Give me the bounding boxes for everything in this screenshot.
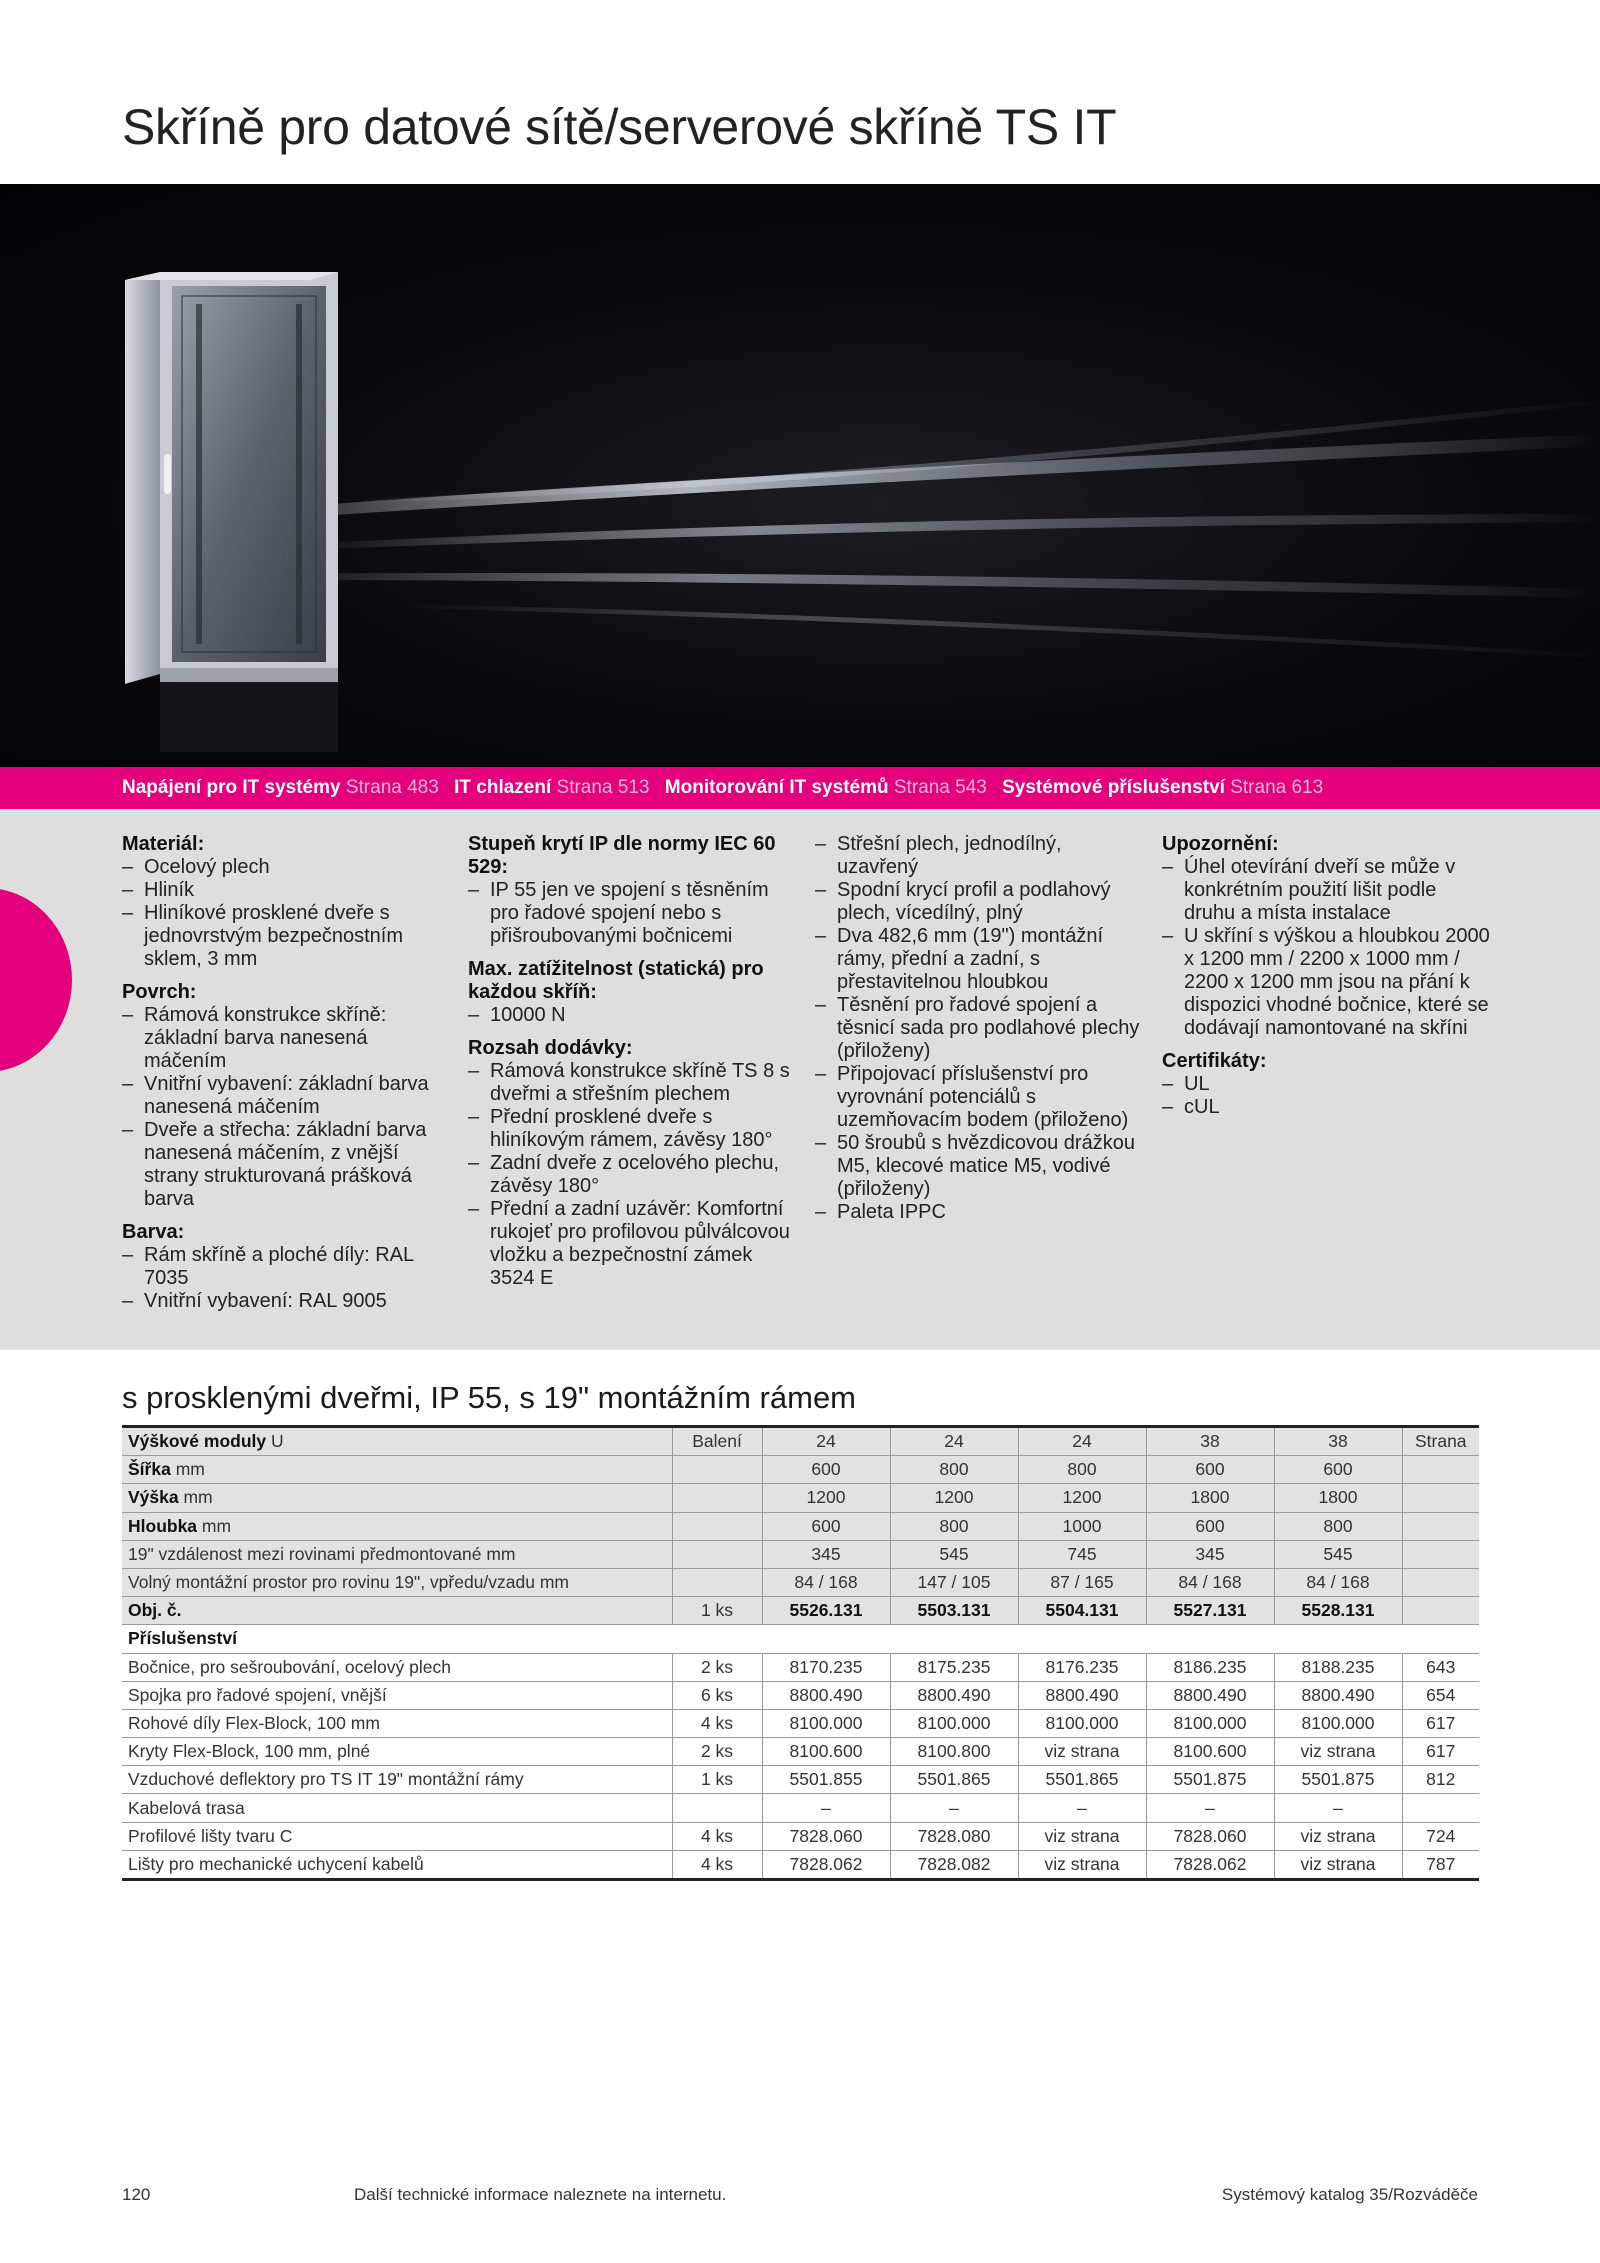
empty-cell <box>890 1625 1018 1653</box>
table-row <box>122 1568 1479 1596</box>
spec-item: – Dva 482,6 mm (19") montážní rámy, přední a zadní, s přestavitelnou hloubkou <box>815 925 1145 994</box>
spec-item: – Úhel otevírání dveří se může v konkrétním použití lišit podle druhu a místa instalace <box>1162 856 1492 925</box>
empty-cell <box>762 1625 890 1653</box>
row-label: Profilové lišty tvaru C <box>122 1822 672 1850</box>
pack-cell <box>672 1568 762 1596</box>
value-cell: 8100.600 <box>1146 1738 1274 1766</box>
spec-item: – Přední prosklené dveře s hliníkovým rámem, závěsy 180° <box>468 1106 798 1152</box>
value-cell: 345 <box>762 1540 890 1568</box>
spec-list <box>122 1004 452 1211</box>
value-cell: 800 <box>890 1512 1018 1540</box>
row-label-text: Příslušenství <box>128 1628 237 1649</box>
value-cell: viz strana <box>1274 1738 1402 1766</box>
value-cell: 800 <box>1018 1456 1146 1484</box>
row-label: Rohové díly Flex-Block, 100 mm <box>122 1709 672 1737</box>
value-cell: 600 <box>1274 1456 1402 1484</box>
value-cell: 1200 <box>762 1484 890 1512</box>
page-cell <box>1402 1568 1479 1596</box>
value-cell: 1200 <box>1018 1484 1146 1512</box>
nav-link-page: Strana 483 <box>345 777 439 798</box>
value-cell: 800 <box>890 1456 1018 1484</box>
value-cell: 8100.600 <box>762 1738 890 1766</box>
catalog-name: Systémový katalog 35/Rozváděče <box>1221 2185 1478 2204</box>
value-cell: 84 / 168 <box>1146 1568 1274 1596</box>
spec-item: – UL <box>1162 1073 1492 1096</box>
specs-column-4 <box>1162 833 1492 1129</box>
value-cell: 5501.865 <box>890 1766 1018 1794</box>
spec-item: – Hliník <box>122 879 452 902</box>
value-cell: 345 <box>1146 1540 1274 1568</box>
empty-cell <box>1018 1625 1146 1653</box>
value-cell: 8100.000 <box>762 1709 890 1737</box>
pack-cell <box>672 1512 762 1540</box>
accessory-row <box>122 1822 1479 1850</box>
spec-heading: Barva: <box>122 1221 185 1243</box>
row-label-text: Výška <box>128 1487 179 1508</box>
spec-item: – Rámová konstrukce skříně: základní barva nanesená máčením <box>122 1004 452 1073</box>
specs-column-3 <box>815 833 1145 1234</box>
nav-link-page: Strana 543 <box>893 777 987 798</box>
value-cell: 5501.855 <box>762 1766 890 1794</box>
value-cell: 600 <box>762 1512 890 1540</box>
spec-heading: Rozsah dodávky: <box>468 1037 633 1059</box>
order-number-text: 5528.131 <box>1301 1600 1375 1621</box>
spec-item: – 50 šroubů s hvězdicovou drážkou M5, klecové matice M5, vodivé (přiloženy) <box>815 1132 1145 1201</box>
value-cell: – <box>890 1794 1018 1822</box>
spec-item: – Rámová konstrukce skříně TS 8 s dveřmi a střešním plechem <box>468 1060 798 1106</box>
page-cell: 812 <box>1402 1766 1479 1794</box>
order-number <box>1146 1597 1274 1625</box>
pack-cell <box>672 1484 762 1512</box>
value-cell: 8800.490 <box>1274 1681 1402 1709</box>
row-label: Spojka pro řadové spojení, vnější <box>122 1681 672 1709</box>
page-cell: 787 <box>1402 1850 1479 1879</box>
value-cell: 8170.235 <box>762 1653 890 1681</box>
spec-list <box>468 879 798 948</box>
unit-label: U <box>271 1431 284 1452</box>
page-cell <box>1402 1597 1479 1625</box>
spec-list <box>122 1244 452 1313</box>
row-label <box>122 1597 672 1625</box>
spec-section <box>468 1037 798 1290</box>
spec-heading: Povrch: <box>122 981 197 1003</box>
value-cell: viz strana <box>1018 1738 1146 1766</box>
accessory-row <box>122 1738 1479 1766</box>
spec-list <box>468 1004 798 1027</box>
pack-cell: 4 ks <box>672 1709 762 1737</box>
spec-list <box>1162 1073 1492 1119</box>
spec-item: – Těsnění pro řadové spojení a těsnicí sada pro podlahové plechy (přiloženy) <box>815 994 1145 1063</box>
order-number-text: 5526.131 <box>789 1600 863 1621</box>
row-label: Lišty pro mechanické uchycení kabelů <box>122 1850 672 1879</box>
row-label: 19" vzdálenost mezi rovinami předmontované mm <box>122 1540 672 1568</box>
pack-cell: 4 ks <box>672 1850 762 1879</box>
value-cell: 7828.080 <box>890 1822 1018 1850</box>
value-cell: 8800.490 <box>890 1681 1018 1709</box>
pack-cell: 1 ks <box>672 1597 762 1625</box>
value-cell: viz strana <box>1274 1822 1402 1850</box>
value-cell: 8186.235 <box>1146 1653 1274 1681</box>
spec-heading: Upozornění: <box>1162 833 1279 855</box>
row-label: Vzduchové deflektory pro TS IT 19" montážní rámy <box>122 1766 672 1794</box>
row-label: Volný montážní prostor pro rovinu 19", vpředu/vzadu mm <box>122 1568 672 1596</box>
empty-cell <box>1146 1625 1274 1653</box>
value-cell: viz strana <box>1018 1850 1146 1879</box>
empty-cell <box>1402 1625 1479 1653</box>
value-cell: 87 / 165 <box>1018 1568 1146 1596</box>
spec-section <box>468 958 798 1027</box>
row-label <box>122 1512 672 1540</box>
spec-list <box>122 856 452 971</box>
accessory-row <box>122 1794 1479 1822</box>
value-cell: 8100.000 <box>890 1709 1018 1737</box>
row-label: Kabelová trasa <box>122 1794 672 1822</box>
pack-cell: Balení <box>672 1427 762 1456</box>
order-number-text: 5503.131 <box>917 1600 991 1621</box>
value-cell: 8800.490 <box>1018 1681 1146 1709</box>
accessory-row <box>122 1681 1479 1709</box>
row-label: Kryty Flex-Block, 100 mm, plné <box>122 1738 672 1766</box>
pack-cell <box>672 1794 762 1822</box>
spec-section <box>1162 833 1492 1040</box>
nav-link-page: Strana 613 <box>1230 777 1324 798</box>
spec-list <box>815 833 1145 1224</box>
page-cell: 643 <box>1402 1653 1479 1681</box>
page-cell <box>1402 1512 1479 1540</box>
spec-item: – 10000 N <box>468 1004 798 1027</box>
order-number <box>890 1597 1018 1625</box>
unit-label: mm <box>201 1515 232 1536</box>
pack-cell <box>672 1540 762 1568</box>
nav-link-label[interactable]: IT chlazení <box>454 777 552 798</box>
row-label <box>122 1427 672 1456</box>
spec-item: – Připojovací příslušenství pro vyrovnání potenciálů s uzemňovacím bodem (přiloženo) <box>815 1063 1145 1132</box>
page-cell: Strana <box>1402 1427 1479 1456</box>
pack-cell: 4 ks <box>672 1822 762 1850</box>
value-cell: 8188.235 <box>1274 1653 1402 1681</box>
spec-item: – Spodní krycí profil a podlahový plech, vícedílný, plný <box>815 879 1145 925</box>
order-number <box>762 1597 890 1625</box>
value-cell: 745 <box>1018 1540 1146 1568</box>
accessory-row <box>122 1709 1479 1737</box>
value-cell: 5501.875 <box>1146 1766 1274 1794</box>
accessory-row <box>122 1653 1479 1681</box>
value-cell: 8800.490 <box>762 1681 890 1709</box>
value-cell: 8100.000 <box>1146 1709 1274 1737</box>
empty-cell <box>672 1625 762 1653</box>
spec-item: – Dveře a střecha: základní barva nanesená máčením, z vnější strany strukturovaná prášková barva <box>122 1119 452 1211</box>
empty-cell <box>1274 1625 1402 1653</box>
value-cell: 1800 <box>1146 1484 1274 1512</box>
row-label <box>122 1625 672 1653</box>
spec-item: – IP 55 jen ve spojení s těsněním pro řadové spojení nebo s přišroubovanými bočnicemi <box>468 879 798 948</box>
order-number-text: 5504.131 <box>1045 1600 1119 1621</box>
page-number: 120 <box>122 2185 151 2204</box>
value-cell: 5501.865 <box>1018 1766 1146 1794</box>
row-label-text: Výškové moduly <box>128 1431 267 1452</box>
value-cell: 600 <box>1146 1512 1274 1540</box>
order-number-row <box>122 1597 1479 1625</box>
accessory-row <box>122 1766 1479 1794</box>
page-cell: 617 <box>1402 1738 1479 1766</box>
row-label-text: Hloubka <box>128 1515 198 1536</box>
nav-link-label[interactable]: Napájení pro IT systémy <box>122 777 341 798</box>
pack-cell: 1 ks <box>672 1766 762 1794</box>
table-row <box>122 1456 1479 1484</box>
value-cell: 7828.082 <box>890 1850 1018 1879</box>
value-cell: 7828.062 <box>1146 1850 1274 1879</box>
spec-section <box>122 1221 452 1313</box>
value-cell: 84 / 168 <box>762 1568 890 1596</box>
spec-list <box>468 1060 798 1290</box>
spec-item: – Přední a zadní uzávěr: Komfortní rukojeť pro profilovou půlválcovou vložku a bezpečnostní zámek 3524 E <box>468 1198 798 1290</box>
spec-list <box>1162 856 1492 1040</box>
value-cell: 8100.000 <box>1018 1709 1146 1737</box>
accessory-row <box>122 1850 1479 1879</box>
spec-section <box>468 833 798 948</box>
value-cell: 600 <box>762 1456 890 1484</box>
row-label <box>122 1456 672 1484</box>
spec-section <box>122 833 452 971</box>
specs-column-1 <box>122 833 452 1323</box>
spec-item: – Rám skříně a ploché díly: RAL 7035 <box>122 1244 452 1290</box>
spec-heading: Materiál: <box>122 833 205 855</box>
spec-heading: Certifikáty: <box>1162 1050 1267 1072</box>
spec-item: – cUL <box>1162 1096 1492 1119</box>
value-cell: 1000 <box>1018 1512 1146 1540</box>
value-cell: 147 / 105 <box>890 1568 1018 1596</box>
nav-link-label[interactable]: Monitorování IT systémů <box>664 777 889 798</box>
page-cell <box>1402 1484 1479 1512</box>
spec-item: – Ocelový plech <box>122 856 452 879</box>
value-cell: – <box>1146 1794 1274 1822</box>
spec-item: – Vnitřní vybavení: základní barva nanesená máčením <box>122 1073 452 1119</box>
page-cell: 724 <box>1402 1822 1479 1850</box>
value-cell: 1200 <box>890 1484 1018 1512</box>
table-row <box>122 1484 1479 1512</box>
value-cell: – <box>1018 1794 1146 1822</box>
value-cell: 8175.235 <box>890 1653 1018 1681</box>
value-cell: 8100.800 <box>890 1738 1018 1766</box>
table-header-row <box>122 1427 1479 1456</box>
page-cell <box>1402 1456 1479 1484</box>
value-cell: 38 <box>1146 1427 1274 1456</box>
value-cell: 24 <box>762 1427 890 1456</box>
pack-cell: 2 ks <box>672 1738 762 1766</box>
pack-cell: 6 ks <box>672 1681 762 1709</box>
page-cell: 617 <box>1402 1709 1479 1737</box>
value-cell: 24 <box>1018 1427 1146 1456</box>
accessories-header-row <box>122 1625 1479 1653</box>
value-cell: 5501.875 <box>1274 1766 1402 1794</box>
spec-section <box>1162 1050 1492 1119</box>
value-cell: 1800 <box>1274 1484 1402 1512</box>
spec-item: – Zadní dveře z ocelového plechu, závěsy 180° <box>468 1152 798 1198</box>
value-cell: 8800.490 <box>1146 1681 1274 1709</box>
page-title: Skříně pro datové sítě/serverové skříně TS IT <box>122 99 1117 155</box>
pack-cell <box>672 1456 762 1484</box>
value-cell: viz strana <box>1018 1822 1146 1850</box>
value-cell: 84 / 168 <box>1274 1568 1402 1596</box>
page-cell <box>1402 1540 1479 1568</box>
value-cell: 38 <box>1274 1427 1402 1456</box>
nav-link-page: Strana 513 <box>556 777 650 798</box>
unit-label: mm <box>183 1487 213 1508</box>
value-cell: 545 <box>1274 1540 1402 1568</box>
row-label: Bočnice, pro sešroubování, ocelový plech <box>122 1653 672 1681</box>
unit-label: mm <box>175 1459 205 1480</box>
value-cell: 7828.060 <box>762 1822 890 1850</box>
section-subtitle: s prosklenými dveřmi, IP 55, s 19" montážním rámem <box>122 1380 857 1415</box>
spec-heading: Max. zatížitelnost (statická) pro každou skříň: <box>468 958 764 1003</box>
table-row <box>122 1540 1479 1568</box>
spec-item: – Střešní plech, jednodílný, uzavřený <box>815 833 1145 879</box>
value-cell: 800 <box>1274 1512 1402 1540</box>
value-cell: viz strana <box>1274 1850 1402 1879</box>
spec-item: – Hliníkové prosklené dveře s jednovrstvým bezpečnostním sklem, 3 mm <box>122 902 452 971</box>
product-table <box>122 1425 1479 1881</box>
hero-image <box>0 184 1600 767</box>
spec-heading: Stupeň krytí IP dle normy IEC 60 529: <box>468 833 776 878</box>
page-cell: 654 <box>1402 1681 1479 1709</box>
order-number <box>1274 1597 1402 1625</box>
page-cell <box>1402 1794 1479 1822</box>
value-cell: – <box>762 1794 890 1822</box>
value-cell: 7828.060 <box>1146 1822 1274 1850</box>
spec-section <box>122 981 452 1211</box>
row-label <box>122 1484 672 1512</box>
value-cell: 545 <box>890 1540 1018 1568</box>
specs-column-2 <box>468 833 798 1300</box>
value-cell: 24 <box>890 1427 1018 1456</box>
row-label-text: Šířka <box>128 1459 171 1480</box>
value-cell: 600 <box>1146 1456 1274 1484</box>
value-cell: – <box>1274 1794 1402 1822</box>
order-number <box>1018 1597 1146 1625</box>
footer-note: Další technické informace naleznete na internetu. <box>354 2185 727 2204</box>
table-row <box>122 1512 1479 1540</box>
nav-link-label[interactable]: Systémové příslušenství <box>1002 777 1225 798</box>
server-cabinet-photo <box>0 184 1600 767</box>
pack-cell: 2 ks <box>672 1653 762 1681</box>
spec-section <box>815 833 1145 1224</box>
value-cell: 8176.235 <box>1018 1653 1146 1681</box>
order-number-text: 5527.131 <box>1173 1600 1247 1621</box>
row-label-text: Obj. č. <box>128 1600 182 1621</box>
cross-reference-bar <box>0 767 1600 809</box>
spec-item: – Vnitřní vybavení: RAL 9005 <box>122 1290 452 1313</box>
value-cell: 8100.000 <box>1274 1709 1402 1737</box>
spec-item: – U skříní s výškou a hloubkou 2000 x 1200 mm / 2200 x 1000 mm / 2200 x 1200 mm jsou na přání k dispozici vhodné bočnice, které se dodávají namontované na skříni <box>1162 925 1492 1040</box>
value-cell: 7828.062 <box>762 1850 890 1879</box>
spec-item: – Paleta IPPC <box>815 1201 1145 1224</box>
